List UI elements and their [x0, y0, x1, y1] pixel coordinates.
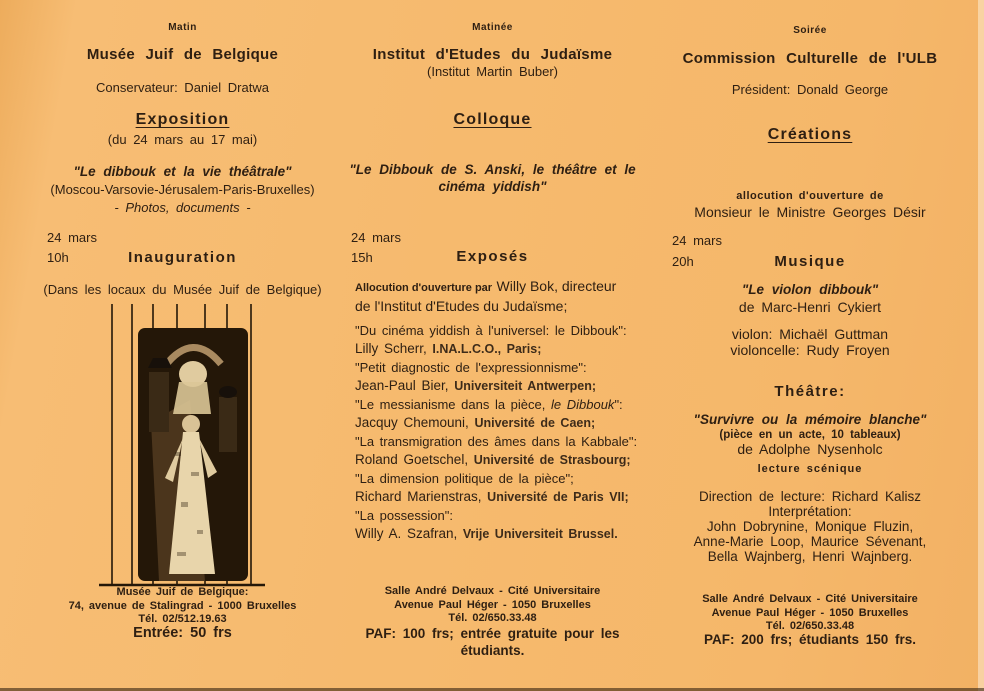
talk-title: "La possession": — [355, 508, 453, 523]
talk-item — [355, 359, 646, 395]
talk-affiliation: I.NA.L.C.O., Paris; — [432, 341, 542, 356]
event-time: 10h — [47, 250, 69, 265]
column-matinee — [335, 0, 650, 691]
president-line: Président: Donald George — [731, 82, 889, 97]
talk-affiliation: Université de Paris VII; — [487, 489, 629, 504]
event-time: 15h — [351, 250, 373, 265]
talk-speaker: Richard Marienstras, — [355, 488, 482, 504]
session-label: Soirée — [793, 25, 827, 36]
exposition-cities: (Moscou-Varsovie-Jérusalem-Paris-Bruxelles) — [50, 182, 315, 197]
talk-item — [355, 470, 646, 506]
talk-speaker: Jean-Paul Bier, — [355, 377, 449, 393]
talk-affiliation: Vrije Universiteit Brussel. — [462, 526, 618, 541]
music-title: "Le violon dibbouk" — [741, 282, 879, 297]
organization-subname: (Institut Martin Buber) — [427, 64, 558, 79]
direction-line: Direction de lecture: Richard Kalisz — [698, 489, 922, 504]
exposition-dates: (du 24 mars au 17 mai) — [107, 132, 258, 147]
theatre-kind: lecture scénique — [757, 463, 863, 475]
conservator-line: Conservateur: Daniel Dratwa — [96, 80, 269, 95]
venue-address: Avenue Paul Héger - 1050 Bruxelles — [394, 598, 591, 611]
talk-affiliation: Universiteit Antwerpen; — [454, 378, 597, 393]
column-soiree — [650, 0, 970, 691]
talk-title: "Du cinéma yiddish à l'universel: le Dibbouk": — [355, 323, 627, 338]
exposition-title: "Le dibbouk et la vie théâtrale" — [73, 164, 292, 179]
opening-line2: de l'Institut d'Etudes du Judaïsme; — [355, 297, 568, 314]
event-name-musique: Musique — [774, 253, 846, 270]
talk-title: "La dimension politique de la pièce"; — [355, 471, 574, 486]
admission-price: Entrée: 50 frs — [133, 625, 232, 641]
organization-name: Commission Culturelle de l'ULB — [682, 50, 938, 67]
dibbouk-theatre-photo — [93, 302, 271, 590]
colloque-title-line2: cinéma yiddish" — [438, 179, 547, 194]
venue-phone: Tél. 02/650.33.48 — [448, 612, 537, 624]
event-name-exposes: Exposés — [456, 248, 529, 265]
venue-name: Salle André Delvaux - Cité Universitaire — [702, 593, 918, 605]
event-time: 20h — [672, 254, 694, 269]
venue-address: Avenue Paul Héger - 1050 Bruxelles — [711, 606, 909, 619]
colloque-title-line1: "Le Dibbouk de S. Anski, le théâtre et le — [349, 162, 636, 177]
organization-name: Musée Juif de Belgique — [86, 46, 279, 63]
music-composer: de Marc-Henri Cykiert — [738, 299, 882, 315]
scan-edge — [978, 0, 984, 691]
venue-name: Salle André Delvaux - Cité Universitaire — [384, 585, 601, 597]
talk-speaker: Willy A. Szafran, — [355, 525, 458, 541]
talk-item — [355, 396, 646, 432]
session-label: Matinée — [472, 22, 513, 33]
talk-item — [355, 322, 646, 358]
section-heading-exposition: Exposition — [135, 111, 230, 128]
organization-name: Institut d'Etudes du Judaïsme — [372, 46, 613, 63]
event-name-inauguration: Inauguration — [128, 249, 237, 266]
session-label: Matin — [168, 22, 197, 33]
opening-address — [355, 278, 646, 315]
talk-speaker: Roland Goetschel, — [355, 451, 469, 467]
event-date: 24 mars — [47, 230, 97, 245]
interpretation-label: Interprétation: — [768, 504, 852, 519]
venue-address: 74, avenue de Stalingrad - 1000 Bruxelles — [68, 599, 297, 612]
venue-name: Musée Juif de Belgique: — [116, 586, 249, 598]
talk-title: "La transmigration des âmes dans la Kabbale": — [355, 434, 638, 449]
talk-title: "Petit diagnostic de l'expressionnisme": — [355, 360, 587, 375]
music-performer-violin: violon: Michaël Guttman — [731, 326, 889, 342]
cast-line: John Dobrynine, Monique Fluzin, — [706, 519, 914, 534]
cast-line: Anne-Marie Loop, Maurice Sévenant, — [693, 534, 927, 549]
music-performer-cello: violoncelle: Rudy Froyen — [730, 342, 890, 358]
talk-speaker: Jacquy Chemouni, — [355, 414, 469, 430]
theatre-title: "Survivre ou la mémoire blanche" — [693, 412, 927, 427]
section-heading-colloque: Colloque — [453, 111, 532, 128]
talk-affiliation: Université de Strasbourg; — [473, 452, 631, 467]
venue-block — [25, 586, 340, 627]
venue-phone: Tél. 02/650.33.48 — [765, 620, 855, 632]
opening-lead: allocution d'ouverture de — [736, 190, 884, 202]
opening-lead: Allocution d'ouverture par — [355, 282, 493, 294]
theatre-note: (pièce en un acte, 10 tableaux) — [719, 429, 901, 441]
theatre-author: de Adolphe Nysenholc — [737, 441, 883, 457]
event-location-note: (Dans les locaux du Musée Juif de Belgique) — [43, 282, 322, 297]
venue-block — [650, 593, 970, 634]
venue-block — [335, 585, 650, 626]
talk-speaker: Lilly Scherr, — [355, 340, 427, 356]
exposition-media: - Photos, documents - — [114, 200, 251, 215]
admission-price: PAF: 200 frs; étudiants 150 frs. — [703, 632, 917, 647]
column-matin — [25, 0, 340, 691]
talk-item — [355, 433, 646, 469]
talk-affiliation: Université de Caen; — [474, 415, 596, 430]
event-date: 24 mars — [351, 230, 401, 245]
theatre-heading: Théâtre: — [774, 383, 846, 400]
venue-phone: Tél. 02/512.19.63 — [138, 613, 227, 625]
admission-price: PAF: 100 frs; entrée gratuite pour les étudiants. — [365, 626, 620, 658]
event-date: 24 mars — [672, 233, 722, 248]
opening-speaker: Monsieur le Ministre Georges Désir — [694, 204, 926, 220]
talk-item — [355, 507, 646, 543]
talk-title: "Le messianisme dans la pièce, le Dibbouk": — [355, 397, 623, 412]
section-heading-creations: Créations — [767, 126, 853, 143]
cast-line: Bella Wajnberg, Henri Wajnberg. — [707, 549, 913, 564]
opening-speaker: Willy Bok, directeur — [496, 278, 617, 294]
